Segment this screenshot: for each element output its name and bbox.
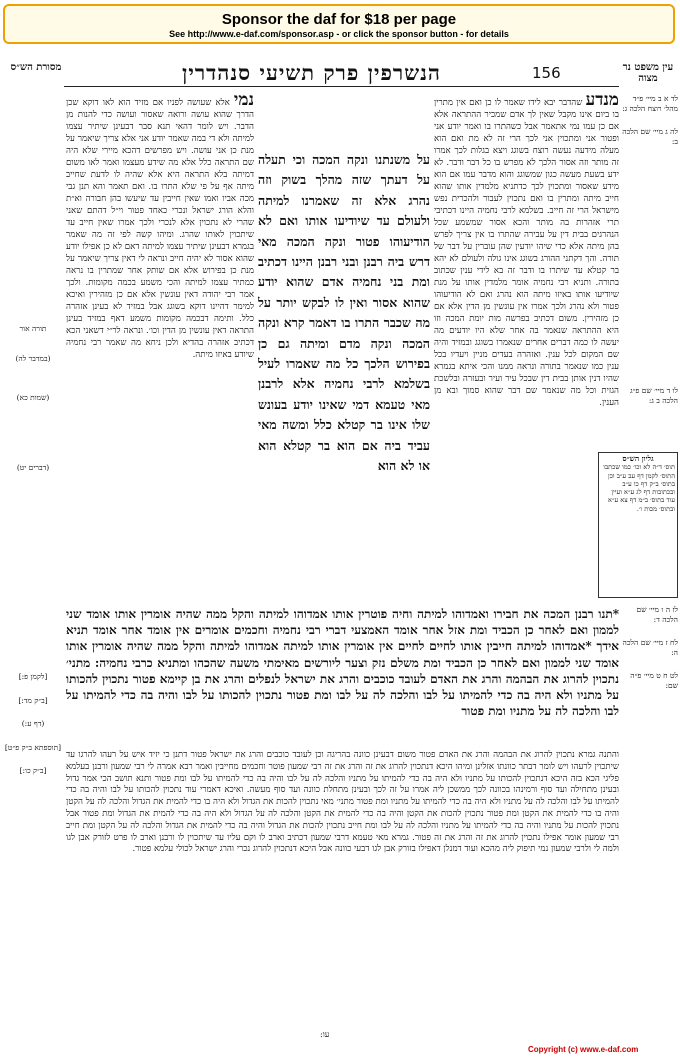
- gilyon-hashas-text: תוס׳ ד״ה לא וכו׳ כמו שכתבו התוס׳ לקמן דף עב ע״ב וכן בתוס׳ ב״ק דף כו ע״ב ובכתובות דף לג ע״א ועיין עוד בתוס׳ ב״מ דף צא ע״א ובתוס׳ מכות ו׳.: [603, 463, 675, 513]
- tosafot-opening-word: נמי: [233, 94, 254, 110]
- margin-left-note: תורה אור: [19, 324, 47, 333]
- page-title: הנשרפין פרק תשיעי סנהדרין: [182, 60, 441, 85]
- copyright-link[interactable]: Copyright (c) www.e-daf.com: [528, 1045, 639, 1054]
- gilyon-hashas-title: גליון הש״ס: [622, 454, 654, 463]
- sponsor-banner-title[interactable]: Sponsor the daf for $18 per page: [221, 11, 457, 28]
- margin-left-note: [תוספתא ב״ק פ״ט]: [4, 742, 62, 752]
- page-header: [2, 60, 678, 86]
- ein-mishpat-note: לט ח ט מיי׳ פ״ה שם:: [630, 671, 678, 690]
- margin-left-note: (במדבר לה): [15, 353, 51, 363]
- mesoret-hashas-label: מסורת הש״ס: [10, 62, 62, 73]
- margin-left-note: [לקמן פ:]: [18, 672, 48, 681]
- page-footer-mark: עו:: [320, 1030, 330, 1039]
- sponsor-banner-subtitle[interactable]: See http://www.e-daf.com/sponsor.asp - or click the sponsor button - for details: [169, 29, 509, 39]
- margin-left-note: (דברים יט): [16, 462, 50, 472]
- ein-mishpat-note: לז ה ו מיי׳ שם הלכה ד:: [636, 605, 678, 624]
- gemara-main-body: *תנו רבנן המכה את חבירו ואמדוהו למיתה וחיה פוטרין אותו אמדוהו למיתה והקל ממה שהיה אומרין אותו אומד שני לממון ואם לאחר כן הכביד ומת אזל אחר אומד האמצעי דברי רבי נחמיה וחכמים אומרים אין אומד אחר אומד תניא אידך *אמדוהו למיתה חייבין אותו לחיים לחיים אין אומרין אותו למיתה אמדוהו למיתה והקל ממה שהיה אומרין אותו אומד שני לממון ואם לאחר כן הכביד ומת משלם נזק וצער ליורשים מאימתי משעה שהכהו ומתניא כרבי נחמיה: מתני׳ נתכוין להרוג את הבהמה והרג את האדם לעובד כוכבים והרג את ישראל לנפלים והרג את בן קיימא פטור נתכוין להכותו על מתניו ולא היה בה כדי להמיתו על לבו והלכה לה על לבו ומת פטור נתכוין להכותו על לבו והיה בה כדי להמיתו על לבו והלכה לה על מתניו ומת פטור: [66, 607, 619, 719]
- margin-left-note: [ב״ק מד:]: [18, 695, 48, 705]
- rashi-opening-word: מנדע: [585, 94, 619, 110]
- talmud-page: [2, 50, 678, 1043]
- gemara-top-text: על משנתנו ונקה המכה וכי תעלה על דעתך שזה מהלך בשוק וזה נהרג אלא זה שאמרנו למיתה ולעולם עד שיודיעו אותו ואם לא הודיעוהו פטור ונקה המכה מאי דרש ביה רבנן ובני רבנן היינו דכתיב ומת בני נחמיה אדם שהוא יודע שהוא אסור ואין לו לבקש יותר על מה שכבר התרו בו דאמר קרא ונקה המכה ונקה מדם ומיתה גם כן בפירוש הלכך כל מה שאמרו לעיל בשלמא לרבי נחמיה אלא לרבנן מאי טעמא דמי שאינו יודע בעונש שלו אינו בר קטלא כלל ומשה מאי עביד ביה אם הוא בר קטלא הוא או לא הוא: [258, 152, 430, 474]
- ein-mishpat-label: עין משפט נר מצוה: [622, 62, 674, 84]
- header-divider: [64, 86, 619, 87]
- ein-mishpat-note: לו ד מיי׳ שם פ״ג הלכה ב ג:: [630, 386, 678, 405]
- tosafot-text: אלא שעושה לפניו אם מזיד הוא לאו דוקא שכן הדרך שהוא עושה ורואה שאסור ועושה כדי להנות מן הדבר. ויש לומר דהאי תנא סבר דבעינן שיתיר עצמו למיתה ולא די במה שאמר יודע אני אלא צריך שיאמר על מנת כן אני עושה. ויש מפרשים דהכא מיירי שלא היה שם התראה כלל אלא מה שידע מעצמו ואמר לאו משום דמיתה בלא התראה היא אלא שהיה לו לדעת שחייב מיתה אף על פי שלא התרו בו. ואם תאמר והא תנן גבי מכה אביו ואמו שאין חייבין עד שיעשו בהן חבורה וא״ת והלא הורג ישראל ונכרי כאחד פטור וי״ל דהתם שאני שהרי לא נתכוין אלא לנכרי ולכך אמרו שאין חייב עד שיתכוין לאותו שהרג. ומיהו קשה לפי זה מה שאמר בגמרא דבעינן שיתיר עצמו למיתה דאם לא כן אפילו יודע שהוא אסור לא יהיה חייב ונראה לי דאין צריך שיאמר על מנת כן בפירוש אלא אם שותק אחר שמתרין בו נראה כמתיר עצמו למיתה והכי משמע בכמה מקומות. ולכך אמר רבי יהודה דאין עונשין אלא אם כן מזהירין ואיכא למימר דהיינו דוקא בשוגג אבל במזיד לא בעינן אזהרה כלל. ותימה דבכמה מקומות משמע דאף במזיד בעינן התראה דאין עונשין מן הדין וכו׳. ונראה לר״י דשאני הכא דכתיב אזהרה בהדיא ולכן ניחא מה שאמר רבי נחמיה שיודע באיזו מיתה.: [66, 98, 254, 360]
- ein-mishpat-note: לח ז מיי׳ שם הלכה ה:: [622, 638, 678, 657]
- margin-left-note: (דף ע:): [21, 719, 45, 728]
- page-number: 156: [532, 64, 561, 82]
- commentary-bottom: [66, 750, 619, 1033]
- ein-mishpat-note: לה ג מיי׳ שם הלכה ב:: [622, 127, 678, 146]
- gilyon-hashas-box: [598, 452, 678, 598]
- commentary-bottom-text: והתנה גמרא נתכוין להרוג את הבהמה והרג את האדם פטור משום דבעינן כוונה בהריגה וכן לעובד כוכבים והרג את ישראל פטור דתנן כי יזיד איש על רעהו להרגו עד שיתכוין לרעהו ויש לומר דבתר כוונתו אזלינן ומיהו היכא דנתכוין להרוג את זה והרג את זה רבי שמעון פוטר וחכמים מחייבין ואמר רבא אמרה לי רבי שמעון ורבנן בעלמא פליגי הכא בזה היכא דנתכוין להכותו על מתניו ולא היה בה כדי להמיתו על מתניו והלכה לה על לבו והיה בה כדי להמיתו על לבו ומת פטור ותנא תושב הכי אמר גדול ובעינן מתחילה ועד סוף ורמינהו בכוונה לכך ממשכן ליה אמרו על זה לכך ובעינן מתחלת כוונה ועד סוף מעשה. ואיכא דאמרי עוד נתכוין להכותו על לבו והיה בה כדי להמיתו על לבו והלכה לה על מתניו ולא היה בה כדי להמיתו על מתניו ומת פטור מתני׳ מאי נתכוין להכות את הגדול ולא היה בו כדי להמית את הגדול והלכה לה על הקטן והיה בו כדי להמית את הקטן ומת פטור נתכוין להכות את הקטן והיה בה כדי להמית את הקטן והלכה לה על הגדול ולא היה בה כדי להמית את הגדול ומת פטור אבל נתכוין להכות על מתניו והיה בה כדי להמיתו על מתניו והלכה לה על לבו ומת חייב נתכוין להכות את הגדול והיה בה כדי להמית את הגדול והלכה לה על הקטן ומת חייב רבי שמעון אומר אפילו נתכוין להרוג את זה והרג את זה פטור. גמרא מאי טעמא דרבי שמעון דכתיב וארב לו וקם עליו עד שיתכוין לו ורבנן וארב לו פרט לזורק אבן לגו ולמה לי ולרבי שמעון נמי תיפוק ליה מהכא ועוד דמנלן דאפילו בזורק אבן לגו דבעי כוונה אבל היכא דנתכוין להרוג נכרי והרג ישראל לכולי עלמא פטור.: [66, 750, 619, 855]
- rashi-text: שהדבר יבא לידו שאמר לו כן ואם אין מתרין בו ביום אינו מקבל שאין לך אדם שמכיר ההתראה אלא אם כן עמו נמי אתאמר אבל כשהתרו בו ואמר יודע אני ופטור אני ומתכוין אני לכך הרי זה לא מת ואם הוא מעלה מידעה נעשה רוצח בשוגג ויצא בגלות לכך אמרו זה מותר וזה אסור הלכך לא מפרש בו כל דבר ודבר. לא ידע בשעת מעשה כגון שמשוגג והוא מדבר עמו אם הוא מידע שאסור ומתכוין לכך כדתניא מלמדין אותו שהוא חייב מיתה ומתרין בו ואם נתכוין לעבור ולהכרית נפש מישראל הרי זה חייב. בשלמא לרבי נחמיה היינו דכתיבי תרי אזהרות בה מותר והכא אסור שמשמע שכל הנהרגים בבית דין על עבירה שהתרו בו אין צריך לפרש בהן מיתה אלא כדי שיהו יודעין שהן עוברין על דבר של תורה. והך דקתני ההורג בשוגג אינו גולה ולעולם לא יהא בר קטלא עד שיתרו בו ודבר זה בא לידי ענין שכתוב בתורה. ותניא רבי נחמיה אומר מלמדין אותו על מנת שיודיעו אותו באיזו מיתה הוא נהרג ואם לא הודיעוהו פטור ולא נהרג ולכך אמרו אין עונשין מן הדין אלא אם כן מזהירין. משום דכתיב בפרשה מות יומת המכה וזו היא ההתראה שנאמר בה אחר שלא היו יודעים מה יעשה לו כמה דברים אחרים שנאמרו בשוגג ובמזיד והיה שם המקום לכל ענין. ואזהרה בעדים מניין ויעדיו בכל ענין כמו שנאמר בתורה ונראה ממנו והכי איתא בגמרא שהיו דנין אותן בבית דין שבכל עיר ועיר ובעזרה ובלשכת הגזית וכל מה שנאמר שם דבר שהוא סמוך ובא מן הענין.: [434, 98, 619, 408]
- ein-mishpat-note: לד א ב מיי׳ פ״ד מהל׳ רוצח הלכה ג:: [622, 94, 678, 113]
- margin-left-references: [4, 94, 62, 1034]
- margin-left-note: [ב״ק כו:]: [19, 766, 47, 775]
- gemara-column-top: [258, 150, 430, 590]
- margin-left-note: (שמות כא): [16, 393, 50, 402]
- sponsor-banner[interactable]: [3, 4, 675, 44]
- gemara-main-text: [66, 606, 619, 746]
